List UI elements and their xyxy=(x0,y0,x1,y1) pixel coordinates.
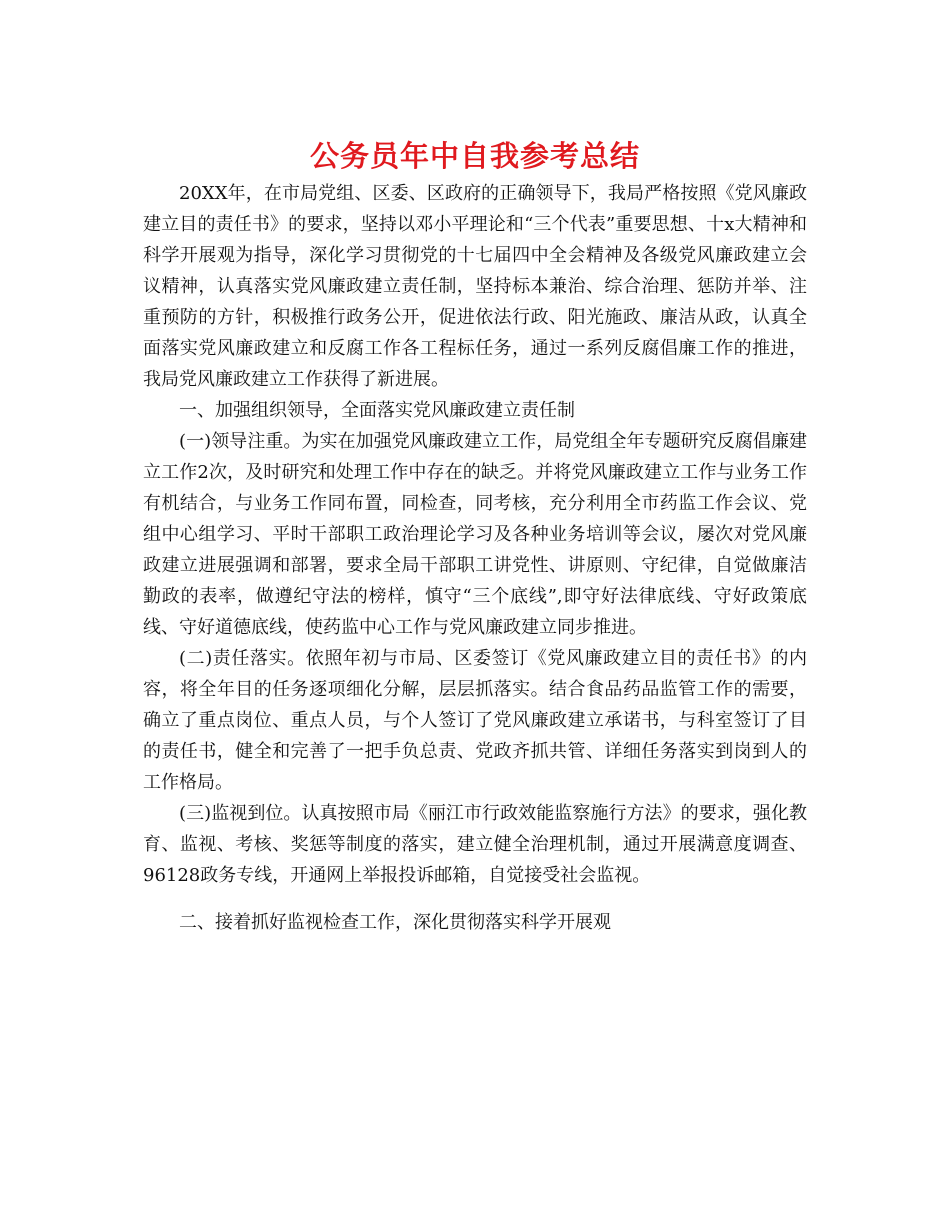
paragraph-responsibility: (二)责任落实。依照年初与市局、区委签订《党风廉政建立目的责任书》的内容，将全年目的任务逐项细化分解，层层抓落实。结合食品药品监管工作的需要，确立了重点岗位、重点人员，与个人签订了党风廉政建立承诺书，与科室签订了目的责任书，健全和完善了一把手负总责、党政齐抓共管、详细任务落实到岗到人的工作格局。 xyxy=(143,648,807,793)
section-heading-2: 二、接着抓好监视检查工作，深化贯彻落实科学开展观 xyxy=(179,912,611,933)
section-heading-1: 一、加强组织领导，全面落实党风廉政建立责任制 xyxy=(179,400,575,421)
document-title: 公务员年中自我参考总结 xyxy=(309,139,640,173)
document-body xyxy=(143,178,807,938)
paragraph-supervision: (三)监视到位。认真按照市局《丽江市行政效能监察施行方法》的要求，强化教育、监视、考核、奖惩等制度的落实，建立健全治理机制，通过开展满意度调查、96128政务专线，开通网上举报投诉邮箱，自觉接受社会监视。 xyxy=(143,803,807,886)
paragraph-leadership: (一)领导注重。为实在加强党风廉政建立工作，局党组全年专题研究反腐倡廉建立工作2次，及时研究和处理工作中存在的缺乏。并将党风廉政建立工作与业务工作有机结合，与业务工作同布置，同检查，同考核，充分利用全市药监工作会议、党组中心组学习、平时干部职工政治理论学习及各种业务培训等会议，屡次对党风廉政建立进展强调和部署，要求全局干部职工讲党性、讲原则、守纪律，自觉做廉洁勤政的表率，做遵纪守法的榜样，慎守“三个底线”,即守好法律底线、守好政策底线、守好道德底线，使药监中心工作与党风廉政建立同步推进。 xyxy=(143,431,807,638)
paragraph-intro: 20XX年，在市局党组、区委、区政府的正确领导下，我局严格按照《党风廉政建立目的责任书》的要求，坚持以邓小平理论和“三个代表”重要思想、十x大精神和科学开展观为指导，深化学习贯彻党的十七届四中全会精神及各级党风廉政建立会议精神，认真落实党风廉政建立责任制，坚持标本兼治、综合治理、惩防并举、注重预防的方针，积极推行政务公开，促进依法行政、阳光施政、廉洁从政，认真全面落实党风廉政建立和反腐工作各工程标任务，通过一系列反腐倡廉工作的推进，我局党风廉政建立工作获得了新进展。 xyxy=(143,183,807,390)
